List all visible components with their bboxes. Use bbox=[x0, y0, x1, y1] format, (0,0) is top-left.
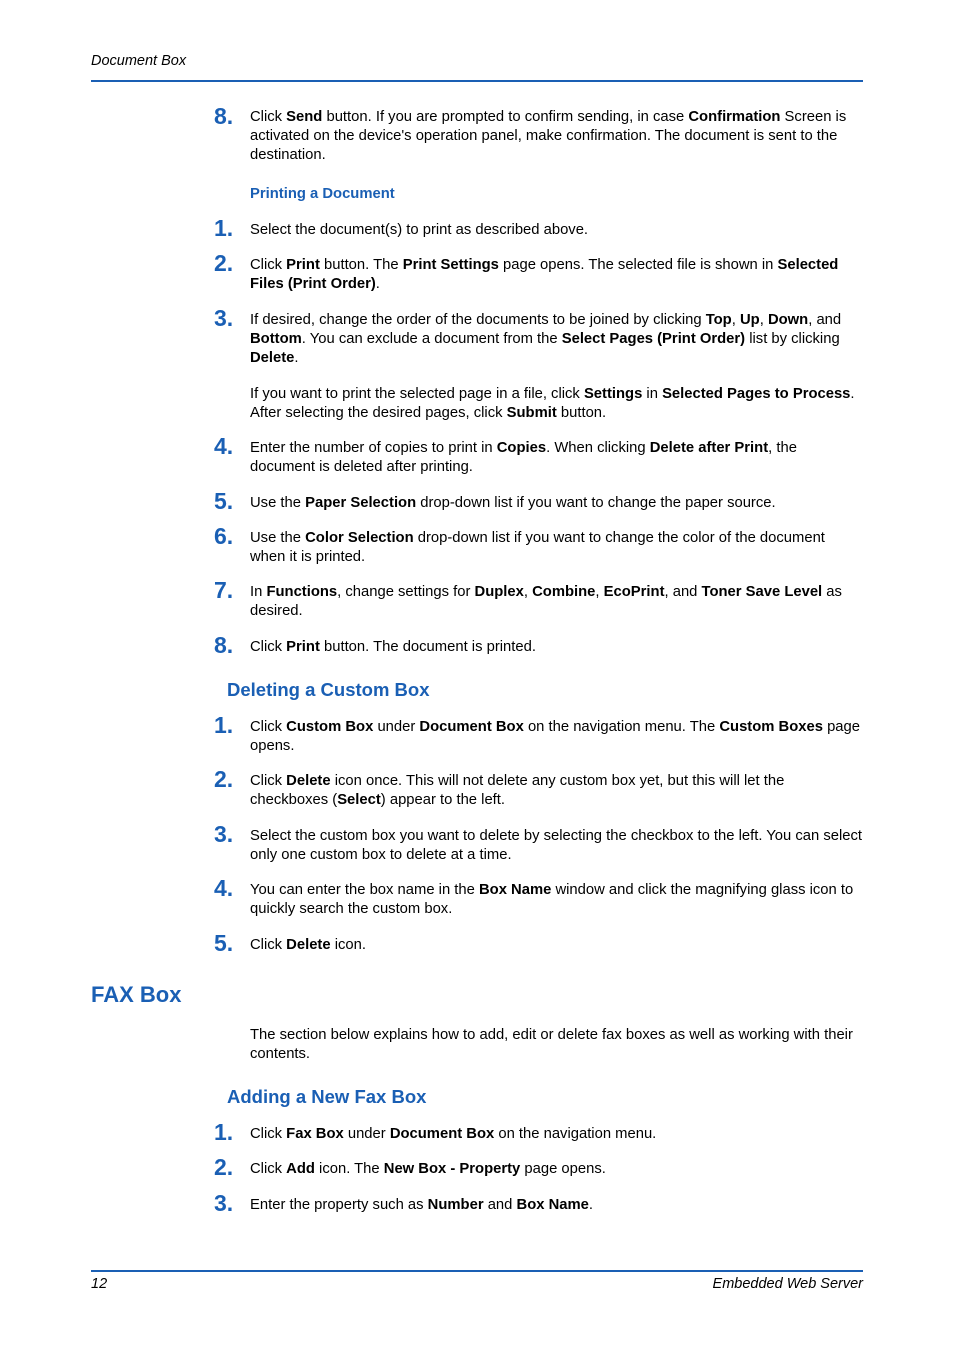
step-number: 1. bbox=[214, 215, 234, 241]
heading-adding-fax-box: Adding a New Fax Box bbox=[227, 1086, 427, 1107]
step-text: Click Custom Box under Document Box on the navigation menu. The Custom Boxes page opens. bbox=[250, 719, 860, 755]
step-number: 8. bbox=[214, 103, 234, 129]
step-number: 4. bbox=[214, 875, 234, 901]
step-number: 3. bbox=[214, 305, 234, 331]
step-text: If desired, change the order of the documents to be joined by clicking Top, Up, Down, and Bottom. You can exclude a document from the Select Pages (Print Order) list by clicking Delete. bbox=[250, 312, 842, 367]
step-text: Click Delete icon once. This will not delete any custom box yet, but this will let the checkboxes (Select) appear to the left. bbox=[250, 773, 785, 809]
step-text: Enter the number of copies to print in Copies. When clicking Delete after Print, the document is deleted after printing. bbox=[250, 440, 797, 476]
heading-fax-box: FAX Box bbox=[91, 982, 182, 1007]
step-text: Select the custom box you want to delete by selecting the checkbox to the left. You can select only one custom box to delete at a time. bbox=[250, 828, 862, 864]
step-text: Click Print button. The Print Settings page opens. The selected file is shown in Selected Files (Print Order). bbox=[250, 257, 839, 293]
paragraph: If you want to print the selected page in a file, click Settings in Selected Pages to Process. After selecting the desired pages, click Submit button. bbox=[250, 386, 855, 422]
step-number: 3. bbox=[214, 1190, 234, 1216]
step-number: 8. bbox=[214, 632, 234, 658]
step-text: Click Print button. The document is printed. bbox=[250, 639, 536, 655]
step-number: 4. bbox=[214, 433, 234, 459]
paragraph: The section below explains how to add, edit or delete fax boxes as well as working with their contents. bbox=[250, 1027, 853, 1063]
step-number: 6. bbox=[214, 523, 234, 549]
step-text: Use the Paper Selection drop-down list if you want to change the paper source. bbox=[250, 495, 776, 511]
step-number: 5. bbox=[214, 488, 234, 514]
step-text: In Functions, change settings for Duplex, Combine, EcoPrint, and Toner Save Level as desired. bbox=[250, 584, 842, 620]
step-text: Use the Color Selection drop-down list if you want to change the color of the document when it is printed. bbox=[250, 530, 825, 566]
step-text: Click Add icon. The New Box - Property page opens. bbox=[250, 1161, 606, 1177]
step-text: Click Fax Box under Document Box on the navigation menu. bbox=[250, 1126, 657, 1142]
step-number: 2. bbox=[214, 766, 234, 792]
step-text: Select the document(s) to print as described above. bbox=[250, 222, 589, 238]
step-text: Click Send button. If you are prompted to confirm sending, in case Confirmation Screen is activated on the device's operation panel, make confirmation. The document is sent to the destination. bbox=[250, 109, 847, 164]
heading-printing-document: Printing a Document bbox=[250, 186, 395, 202]
step-number: 2. bbox=[214, 250, 234, 276]
step-text: Click Delete icon. bbox=[250, 937, 366, 953]
footer-rule bbox=[91, 1270, 863, 1272]
header-rule bbox=[91, 80, 863, 82]
step-number: 1. bbox=[214, 1119, 234, 1145]
step-number: 1. bbox=[214, 712, 234, 738]
running-footer: Embedded Web Server bbox=[712, 1276, 863, 1292]
step-number: 7. bbox=[214, 577, 234, 603]
heading-deleting-custom-box: Deleting a Custom Box bbox=[227, 679, 430, 700]
step-text: Enter the property such as Number and Box Name. bbox=[250, 1197, 594, 1213]
step-text: You can enter the box name in the Box Name window and click the magnifying glass icon to quickly search the custom box. bbox=[250, 882, 854, 918]
running-header: Document Box bbox=[91, 53, 187, 69]
step-number: 2. bbox=[214, 1154, 234, 1180]
step-number: 5. bbox=[214, 930, 234, 956]
page-number: 12 bbox=[91, 1276, 108, 1292]
step-number: 3. bbox=[214, 821, 234, 847]
